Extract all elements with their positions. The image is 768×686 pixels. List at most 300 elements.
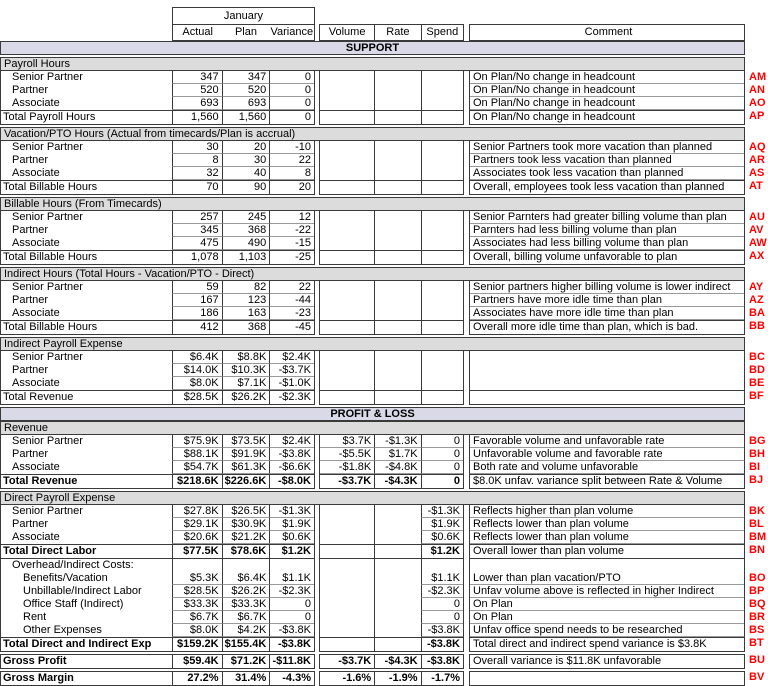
- spend-cell[interactable]: -$3.8K: [421, 624, 463, 637]
- rate-cell[interactable]: [374, 624, 420, 637]
- volume-cell[interactable]: [320, 111, 374, 124]
- spend-cell[interactable]: [421, 251, 463, 264]
- column-header-variance[interactable]: Variance: [270, 26, 314, 38]
- volume-cell[interactable]: [320, 531, 374, 544]
- actual-cell[interactable]: 30: [172, 141, 222, 154]
- row-label-cell[interactable]: Partner: [12, 84, 49, 96]
- actual-cell[interactable]: $88.1K: [172, 448, 222, 461]
- plan-cell[interactable]: 347: [222, 71, 270, 84]
- volume-cell[interactable]: $3.7K: [320, 435, 374, 448]
- variance-cell[interactable]: 0: [269, 71, 314, 84]
- actual-cell[interactable]: $20.6K: [172, 531, 222, 544]
- variance-cell[interactable]: 20: [269, 181, 314, 194]
- plan-cell[interactable]: 90: [222, 181, 270, 194]
- rate-cell[interactable]: [374, 598, 420, 611]
- plan-cell[interactable]: $33.3K: [222, 598, 270, 611]
- plan-cell[interactable]: $226.6K: [222, 475, 270, 488]
- section-title-cell[interactable]: Revenue: [0, 421, 745, 435]
- plan-cell[interactable]: $8.8K: [222, 351, 270, 364]
- volume-cell[interactable]: [320, 294, 374, 307]
- rate-cell[interactable]: [374, 364, 420, 377]
- spend-cell[interactable]: [421, 377, 463, 390]
- rate-cell[interactable]: [374, 572, 420, 585]
- row-label-cell[interactable]: Partner: [12, 364, 49, 376]
- variance-cell[interactable]: 0: [269, 111, 314, 124]
- actual-cell[interactable]: 412: [172, 321, 222, 334]
- comment-cell[interactable]: Parnters had less billing volume than plan: [470, 224, 744, 237]
- comment-cell[interactable]: Overall more idle time than plan, which is bad.: [473, 321, 698, 333]
- spend-cell[interactable]: 0: [421, 461, 463, 474]
- volume-cell[interactable]: -1.6%: [342, 672, 372, 684]
- row-label-cell[interactable]: Senior Partner: [12, 281, 83, 293]
- volume-cell[interactable]: [320, 84, 374, 97]
- row-label-cell[interactable]: Associate: [12, 237, 60, 249]
- rate-cell[interactable]: -$4.3K: [374, 655, 420, 668]
- comment-cell[interactable]: Reflects higher than plan volume: [470, 505, 744, 518]
- variance-cell[interactable]: -$6.6K: [269, 461, 314, 474]
- actual-cell[interactable]: 8: [172, 154, 222, 167]
- actual-cell[interactable]: 257: [172, 211, 222, 224]
- spend-cell[interactable]: [421, 321, 463, 334]
- variance-cell[interactable]: $0.6K: [269, 531, 314, 544]
- comment-cell[interactable]: Lower than plan vacation/PTO: [470, 572, 744, 585]
- volume-cell[interactable]: -$1.8K: [320, 461, 374, 474]
- row-code[interactable]: AN: [749, 84, 765, 96]
- variance-cell[interactable]: -$2.3K: [269, 585, 314, 598]
- rate-cell[interactable]: [374, 505, 420, 518]
- row-label-cell[interactable]: Senior Partner: [12, 71, 83, 83]
- rate-cell[interactable]: [374, 559, 420, 572]
- comment-cell[interactable]: On Plan/No change in headcount: [473, 111, 636, 123]
- row-code[interactable]: BH: [749, 448, 765, 460]
- comment-cell[interactable]: Associates took less vacation than planned: [470, 167, 744, 180]
- row-code[interactable]: AR: [749, 154, 765, 166]
- row-label-cell[interactable]: Total Billable Hours: [3, 321, 98, 333]
- variance-cell[interactable]: -15: [269, 237, 314, 250]
- actual-cell[interactable]: $54.7K: [172, 461, 222, 474]
- volume-cell[interactable]: -$3.7K: [338, 475, 372, 487]
- spend-cell[interactable]: [421, 391, 463, 404]
- comment-cell[interactable]: On Plan: [470, 598, 744, 611]
- actual-cell[interactable]: $29.1K: [172, 518, 222, 531]
- row-label-cell[interactable]: Senior Partner: [12, 505, 83, 517]
- rate-cell[interactable]: -1.9%: [374, 672, 420, 685]
- band-title-cell[interactable]: PROFIT & LOSS: [0, 407, 745, 421]
- row-label-cell[interactable]: Partner: [12, 518, 49, 530]
- spend-cell[interactable]: -$3.8K: [421, 638, 463, 651]
- plan-cell[interactable]: [222, 559, 270, 572]
- row-code[interactable]: AM: [749, 71, 767, 83]
- actual-cell[interactable]: 347: [172, 71, 222, 84]
- plan-cell[interactable]: $6.4K: [222, 572, 270, 585]
- row-label-cell[interactable]: Total Direct and Indirect Exp: [3, 638, 152, 650]
- rate-cell[interactable]: [374, 294, 420, 307]
- comment-cell[interactable]: Senior Parnters had greater billing volume than plan: [470, 211, 744, 224]
- actual-cell[interactable]: $28.5K: [172, 585, 222, 598]
- row-code[interactable]: BU: [749, 654, 765, 666]
- actual-cell[interactable]: $218.6K: [172, 475, 222, 488]
- row-label-cell[interactable]: Total Payroll Hours: [3, 111, 96, 123]
- actual-cell[interactable]: $8.0K: [172, 624, 222, 637]
- rate-cell[interactable]: [374, 391, 420, 404]
- rate-cell[interactable]: [374, 84, 420, 97]
- spend-cell[interactable]: 0: [421, 435, 463, 448]
- plan-cell[interactable]: 1,560: [222, 111, 270, 124]
- volume-cell[interactable]: [320, 251, 374, 264]
- volume-cell[interactable]: [320, 624, 374, 637]
- comment-cell[interactable]: [470, 391, 744, 404]
- variance-cell[interactable]: $2.4K: [269, 435, 314, 448]
- variance-cell[interactable]: 8: [269, 167, 314, 180]
- section-title-cell[interactable]: Vacation/PTO Hours (Actual from timecards/Plan is accrual): [0, 127, 745, 141]
- plan-cell[interactable]: 123: [222, 294, 270, 307]
- actual-cell[interactable]: $77.5K: [172, 545, 222, 558]
- actual-cell[interactable]: $14.0K: [172, 364, 222, 377]
- actual-cell[interactable]: 345: [172, 224, 222, 237]
- comment-cell[interactable]: Associates had less billing volume than plan: [470, 237, 744, 250]
- row-code[interactable]: BL: [749, 518, 764, 530]
- band-title-cell[interactable]: SUPPORT: [0, 41, 745, 55]
- spend-cell[interactable]: [421, 167, 463, 180]
- variance-cell[interactable]: 0: [269, 97, 314, 110]
- actual-cell[interactable]: 475: [172, 237, 222, 250]
- row-label-cell[interactable]: Total Revenue: [3, 391, 74, 403]
- row-code[interactable]: BJ: [749, 474, 764, 486]
- volume-cell[interactable]: [320, 585, 374, 598]
- plan-cell[interactable]: $73.5K: [222, 435, 270, 448]
- row-code[interactable]: BR: [749, 611, 765, 623]
- row-label-cell[interactable]: Gross Profit: [3, 655, 67, 667]
- volume-cell[interactable]: [320, 97, 374, 110]
- spend-cell[interactable]: [421, 84, 463, 97]
- variance-cell[interactable]: -22: [269, 224, 314, 237]
- row-code[interactable]: BV: [749, 671, 765, 683]
- row-code[interactable]: AY: [749, 281, 764, 293]
- plan-cell[interactable]: 490: [222, 237, 270, 250]
- actual-cell[interactable]: $28.5K: [172, 391, 222, 404]
- variance-cell[interactable]: -$11.8K: [269, 655, 314, 668]
- month-header-cell[interactable]: January: [172, 7, 315, 24]
- volume-cell[interactable]: [320, 505, 374, 518]
- rate-cell[interactable]: [374, 545, 420, 558]
- comment-cell[interactable]: Reflects lower than plan volume: [470, 531, 744, 544]
- row-code[interactable]: BG: [749, 435, 766, 447]
- plan-cell[interactable]: 30: [222, 154, 270, 167]
- actual-cell[interactable]: 32: [172, 167, 222, 180]
- plan-cell[interactable]: $26.2K: [222, 585, 270, 598]
- volume-cell[interactable]: [320, 224, 374, 237]
- row-code[interactable]: BK: [749, 505, 765, 517]
- row-code[interactable]: [745, 559, 768, 572]
- actual-cell[interactable]: 27.2%: [172, 672, 222, 685]
- volume-cell[interactable]: -$3.7K: [338, 655, 372, 667]
- variance-cell[interactable]: -$1.0K: [269, 377, 314, 390]
- column-header-spend[interactable]: Spend: [421, 25, 463, 40]
- comment-cell[interactable]: Unfav office spend needs to be researched: [470, 624, 744, 637]
- row-code[interactable]: AW: [749, 237, 767, 249]
- comment-cell[interactable]: Overall lower than plan volume: [473, 545, 625, 557]
- volume-cell[interactable]: -$5.5K: [320, 448, 374, 461]
- variance-cell[interactable]: -$1.3K: [269, 505, 314, 518]
- plan-cell[interactable]: $26.2K: [222, 391, 270, 404]
- comment-cell[interactable]: [470, 559, 744, 572]
- plan-cell[interactable]: 31.4%: [222, 672, 270, 685]
- volume-cell[interactable]: [320, 559, 374, 572]
- variance-cell[interactable]: -4.3%: [269, 672, 314, 685]
- row-label-cell[interactable]: Total Billable Hours: [3, 251, 98, 263]
- section-title-cell[interactable]: Billable Hours (From Timecards): [0, 197, 745, 211]
- comment-cell[interactable]: [470, 351, 744, 364]
- row-label-cell[interactable]: Partner: [12, 154, 49, 166]
- volume-cell[interactable]: [320, 141, 374, 154]
- volume-cell[interactable]: [320, 237, 374, 250]
- spend-cell[interactable]: 0: [421, 448, 463, 461]
- variance-cell[interactable]: 0: [269, 598, 314, 611]
- row-label-cell[interactable]: Office Staff (Indirect): [23, 598, 124, 610]
- row-code[interactable]: BI: [749, 461, 760, 473]
- variance-cell[interactable]: -$3.8K: [269, 448, 314, 461]
- variance-cell[interactable]: 22: [269, 281, 314, 294]
- plan-cell[interactable]: $61.3K: [222, 461, 270, 474]
- plan-cell[interactable]: 163: [222, 307, 270, 320]
- spend-cell[interactable]: [421, 97, 463, 110]
- row-code[interactable]: BA: [749, 307, 765, 319]
- comment-cell[interactable]: $8.0K unfav. variance split between Rate & Volume: [473, 475, 723, 487]
- row-code[interactable]: BP: [749, 585, 765, 597]
- rate-cell[interactable]: [374, 307, 420, 320]
- actual-cell[interactable]: $27.8K: [172, 505, 222, 518]
- rate-cell[interactable]: [374, 237, 420, 250]
- spend-cell[interactable]: 0: [421, 611, 463, 624]
- variance-cell[interactable]: -$8.0K: [269, 475, 314, 488]
- spend-cell[interactable]: [421, 237, 463, 250]
- variance-cell[interactable]: -$3.7K: [269, 364, 314, 377]
- comment-cell[interactable]: On Plan: [470, 611, 744, 624]
- comment-cell[interactable]: Unfavorable volume and favorable rate: [470, 448, 744, 461]
- rate-cell[interactable]: -$4.3K: [374, 475, 420, 488]
- column-header-actual[interactable]: Actual: [182, 26, 213, 38]
- spend-cell[interactable]: [421, 154, 463, 167]
- spend-cell[interactable]: $0.6K: [421, 531, 463, 544]
- rate-cell[interactable]: [374, 281, 420, 294]
- plan-cell[interactable]: 1,103: [222, 251, 270, 264]
- row-label-cell[interactable]: Unbillable/Indirect Labor: [23, 585, 142, 597]
- volume-cell[interactable]: [320, 572, 374, 585]
- comment-cell[interactable]: Overall variance is $11.8K unfavorable: [473, 655, 662, 667]
- variance-cell[interactable]: 0: [269, 84, 314, 97]
- variance-cell[interactable]: -$3.8K: [269, 638, 314, 651]
- row-code[interactable]: AZ: [749, 294, 764, 306]
- actual-cell[interactable]: $6.7K: [172, 611, 222, 624]
- rate-cell[interactable]: [374, 351, 420, 364]
- row-label-cell[interactable]: Associate: [12, 461, 60, 473]
- variance-cell[interactable]: $1.1K: [269, 572, 314, 585]
- actual-cell[interactable]: 1,560: [172, 111, 222, 124]
- spend-cell[interactable]: [421, 211, 463, 224]
- actual-cell[interactable]: [172, 559, 222, 572]
- plan-cell[interactable]: $30.9K: [222, 518, 270, 531]
- volume-cell[interactable]: [320, 181, 374, 194]
- spend-cell[interactable]: -$3.8K: [421, 655, 463, 668]
- actual-cell[interactable]: $159.2K: [172, 638, 222, 651]
- rate-cell[interactable]: [374, 518, 420, 531]
- plan-cell[interactable]: 520: [222, 84, 270, 97]
- volume-cell[interactable]: [320, 598, 374, 611]
- row-label-cell[interactable]: Associate: [12, 97, 60, 109]
- comment-cell[interactable]: [470, 672, 744, 685]
- spend-cell[interactable]: [421, 141, 463, 154]
- comment-cell[interactable]: Total direct and indirect spend variance is $3.8K: [473, 638, 707, 650]
- spend-cell[interactable]: [421, 364, 463, 377]
- variance-cell[interactable]: -44: [269, 294, 314, 307]
- row-code[interactable]: BT: [749, 637, 764, 649]
- volume-cell[interactable]: [320, 391, 374, 404]
- volume-cell[interactable]: [320, 545, 374, 558]
- actual-cell[interactable]: $59.4K: [172, 655, 222, 668]
- column-header-plan[interactable]: Plan: [234, 26, 257, 38]
- variance-cell[interactable]: 22: [269, 154, 314, 167]
- spend-cell[interactable]: 0: [421, 475, 463, 488]
- plan-cell[interactable]: 245: [222, 211, 270, 224]
- comment-cell[interactable]: Reflects lower than plan volume: [470, 518, 744, 531]
- plan-cell[interactable]: $71.2K: [222, 655, 270, 668]
- row-code[interactable]: BE: [749, 377, 765, 389]
- rate-cell[interactable]: [374, 211, 420, 224]
- row-code[interactable]: BO: [749, 572, 766, 584]
- spend-cell[interactable]: $1.1K: [421, 572, 463, 585]
- volume-cell[interactable]: [320, 321, 374, 334]
- volume-cell[interactable]: [320, 167, 374, 180]
- spend-cell[interactable]: -1.7%: [421, 672, 463, 685]
- variance-cell[interactable]: -45: [269, 321, 314, 334]
- comment-cell[interactable]: On Plan/No change in headcount: [470, 97, 744, 110]
- plan-cell[interactable]: 40: [222, 167, 270, 180]
- row-code[interactable]: AQ: [749, 141, 766, 153]
- actual-cell[interactable]: 70: [172, 181, 222, 194]
- row-label-cell[interactable]: Total Billable Hours: [3, 181, 98, 193]
- actual-cell[interactable]: $6.4K: [172, 351, 222, 364]
- actual-cell[interactable]: 520: [172, 84, 222, 97]
- row-code[interactable]: AO: [749, 97, 766, 109]
- volume-cell[interactable]: [320, 377, 374, 390]
- plan-cell[interactable]: $78.6K: [222, 545, 270, 558]
- plan-cell[interactable]: $155.4K: [222, 638, 270, 651]
- plan-cell[interactable]: $7.1K: [222, 377, 270, 390]
- variance-cell[interactable]: -$2.3K: [269, 391, 314, 404]
- actual-cell[interactable]: 186: [172, 307, 222, 320]
- row-code[interactable]: AS: [749, 167, 765, 179]
- section-title-cell[interactable]: Direct Payroll Expense: [0, 491, 745, 505]
- volume-cell[interactable]: [320, 211, 374, 224]
- volume-cell[interactable]: [320, 518, 374, 531]
- row-code[interactable]: BF: [749, 390, 764, 402]
- row-label-cell[interactable]: Gross Margin: [3, 672, 74, 684]
- column-header-comment[interactable]: Comment: [584, 26, 633, 38]
- row-code[interactable]: BD: [749, 364, 765, 376]
- row-label-cell[interactable]: Associate: [12, 167, 60, 179]
- plan-cell[interactable]: 368: [222, 321, 270, 334]
- rate-cell[interactable]: [374, 111, 420, 124]
- comment-cell[interactable]: On Plan/No change in headcount: [470, 71, 744, 84]
- actual-cell[interactable]: $33.3K: [172, 598, 222, 611]
- section-title-cell[interactable]: Indirect Hours (Total Hours - Vacation/PTO - Direct): [0, 267, 745, 281]
- comment-cell[interactable]: [470, 377, 744, 390]
- column-header-rate[interactable]: Rate: [374, 25, 420, 40]
- row-code[interactable]: BM: [749, 531, 767, 543]
- row-code[interactable]: BB: [749, 320, 765, 332]
- rate-cell[interactable]: -$4.8K: [374, 461, 420, 474]
- variance-cell[interactable]: [269, 559, 314, 572]
- rate-cell[interactable]: [374, 638, 420, 651]
- rate-cell[interactable]: [374, 585, 420, 598]
- comment-cell[interactable]: Partners have more idle time than plan: [470, 294, 744, 307]
- actual-cell[interactable]: $8.0K: [172, 377, 222, 390]
- comment-cell[interactable]: Overall, employees took less vacation than planned: [473, 181, 725, 193]
- rate-cell[interactable]: [374, 167, 420, 180]
- row-label-cell[interactable]: Rent: [23, 611, 47, 623]
- rate-cell[interactable]: [374, 224, 420, 237]
- rate-cell[interactable]: [374, 181, 420, 194]
- plan-cell[interactable]: 368: [222, 224, 270, 237]
- row-label-cell[interactable]: Total Direct Labor: [3, 545, 97, 557]
- comment-cell[interactable]: Senior Partners took more vacation than planned: [470, 141, 744, 154]
- actual-cell[interactable]: $75.9K: [172, 435, 222, 448]
- row-code[interactable]: BS: [749, 624, 765, 636]
- row-code[interactable]: AT: [749, 180, 763, 192]
- row-code[interactable]: AV: [749, 224, 764, 236]
- actual-cell[interactable]: 693: [172, 97, 222, 110]
- comment-cell[interactable]: Overall, billing volume unfavorable to plan: [473, 251, 678, 263]
- plan-cell[interactable]: $4.2K: [222, 624, 270, 637]
- row-label-cell[interactable]: Partner: [12, 224, 49, 236]
- comment-cell[interactable]: Unfav volume above is reflected in higher Indirect: [470, 585, 744, 598]
- variance-cell[interactable]: $1.2K: [269, 545, 314, 558]
- volume-cell[interactable]: [320, 281, 374, 294]
- row-label-cell[interactable]: Partner: [12, 448, 49, 460]
- row-label-cell[interactable]: Benefits/Vacation: [23, 572, 108, 584]
- spend-cell[interactable]: $1.2K: [421, 545, 463, 558]
- volume-cell[interactable]: [320, 638, 374, 651]
- rate-cell[interactable]: [374, 611, 420, 624]
- spend-cell[interactable]: [421, 294, 463, 307]
- row-code[interactable]: BN: [749, 544, 765, 556]
- spend-cell[interactable]: [421, 281, 463, 294]
- plan-cell[interactable]: $21.2K: [222, 531, 270, 544]
- rate-cell[interactable]: [374, 154, 420, 167]
- row-label-cell[interactable]: Senior Partner: [12, 141, 83, 153]
- variance-cell[interactable]: -23: [269, 307, 314, 320]
- spend-cell[interactable]: [421, 559, 463, 572]
- row-label-cell[interactable]: Other Expenses: [23, 624, 102, 636]
- plan-cell[interactable]: $91.9K: [222, 448, 270, 461]
- actual-cell[interactable]: $5.3K: [172, 572, 222, 585]
- spend-cell[interactable]: [421, 181, 463, 194]
- spend-cell[interactable]: [421, 351, 463, 364]
- plan-cell[interactable]: $26.5K: [222, 505, 270, 518]
- comment-cell[interactable]: Favorable volume and unfavorable rate: [470, 435, 744, 448]
- column-header-volume[interactable]: Volume: [328, 26, 366, 38]
- rate-cell[interactable]: $1.7K: [374, 448, 420, 461]
- rate-cell[interactable]: [374, 531, 420, 544]
- plan-cell[interactable]: $6.7K: [222, 611, 270, 624]
- row-code[interactable]: BC: [749, 351, 765, 363]
- volume-cell[interactable]: [320, 71, 374, 84]
- variance-cell[interactable]: 12: [269, 211, 314, 224]
- rate-cell[interactable]: [374, 97, 420, 110]
- row-label-cell[interactable]: Associate: [12, 307, 60, 319]
- row-label-cell[interactable]: Associate: [12, 531, 60, 543]
- spend-cell[interactable]: 0: [421, 598, 463, 611]
